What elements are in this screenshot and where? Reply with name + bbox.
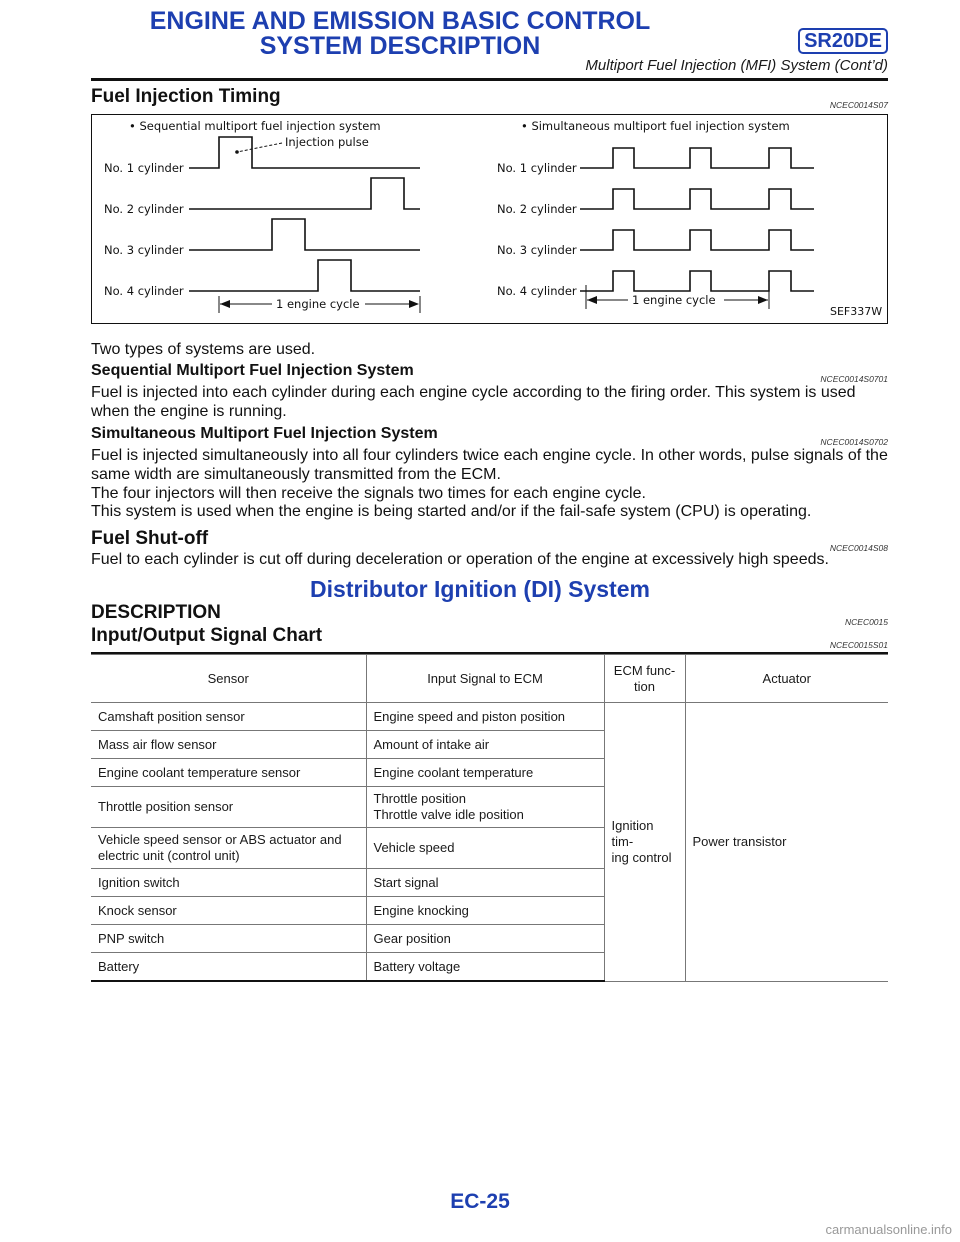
input-cell: Engine coolant temperature [366, 759, 604, 787]
right-panel-title: • Simultaneous multiport fuel injection system [521, 119, 790, 133]
sensor-cell: Vehicle speed sensor or ABS actuator and electric unit (control unit) [91, 828, 366, 869]
left-cyl-3-wave [189, 219, 420, 250]
code-sequential: NCEC0014S0701 [820, 374, 888, 384]
text-simultaneous-2: The four injectors will then receive the signals two times for each engine cycle. [91, 485, 646, 502]
section-heading-timing: Fuel Injection Timing [91, 86, 281, 107]
input-cell: Vehicle speed [366, 828, 604, 869]
left-cyl-3-label: No. 3 cylinder [104, 243, 184, 257]
text-shutoff: Fuel to each cylinder is cut off during deceleration or operation of the engine at excessively high speeds. [91, 551, 829, 568]
model-badge: SR20DE [798, 28, 888, 54]
input-cell: Gear position [366, 925, 604, 953]
right-cycle-arrow-start [587, 296, 597, 304]
text-simultaneous-3: This system is used when the engine is being started and/or if the fail-safe system (CPU) is operating. [91, 503, 812, 520]
left-panel-title: • Sequential multiport fuel injection system [129, 119, 381, 133]
pulse-leader-dot [235, 150, 239, 154]
header-title-line2: SYSTEM DESCRIPTION [259, 32, 541, 60]
sensor-cell: PNP switch [91, 925, 366, 953]
right-cyl-2-label: No. 2 cylinder [497, 202, 577, 216]
right-cycle-label: 1 engine cycle [632, 293, 716, 307]
sensor-cell: Knock sensor [91, 897, 366, 925]
heading-io-chart: Input/Output Signal Chart [91, 625, 323, 646]
code-io-chart: NCEC0015S01 [829, 640, 888, 650]
left-cycle-label: 1 engine cycle [276, 297, 360, 311]
right-cyl-3-label: No. 3 cylinder [497, 243, 577, 257]
input-cell: Engine speed and piston position [366, 703, 604, 731]
left-cyl-1-label: No. 1 cylinder [104, 161, 184, 175]
figure-id: SEF337W [830, 305, 883, 318]
input-cell: Start signal [366, 869, 604, 897]
sensor-cell: Mass air flow sensor [91, 731, 366, 759]
right-cycle-arrow-end [758, 296, 768, 304]
io-signal-table [91, 654, 888, 982]
sensor-cell: Camshaft position sensor [91, 703, 366, 731]
header-title-line1: ENGINE AND EMISSION BASIC CONTROL [149, 7, 651, 35]
ecm-function-cell: Ignition tim- ing control [604, 703, 685, 982]
header-rule [91, 78, 888, 81]
input-cell: Throttle position Throttle valve idle position [366, 787, 604, 828]
code-simultaneous: NCEC0014S0702 [820, 437, 888, 447]
table-row [91, 703, 888, 731]
actuator-cell: Power transistor [685, 703, 888, 982]
text-sequential: Fuel is injected into each cylinder during each engine cycle according to the firing order. This system is used when the engine is running. [91, 384, 856, 420]
intro-text: Two types of systems are used. [91, 341, 316, 358]
page-number: EC-25 [450, 1190, 510, 1213]
pulse-leader-line [237, 143, 282, 152]
right-cyl-1-label: No. 1 cylinder [497, 161, 577, 175]
left-cycle-arrow-end [409, 300, 419, 308]
input-cell: Engine knocking [366, 897, 604, 925]
injection-pulse-label: Injection pulse [285, 135, 369, 149]
heading-sequential: Sequential Multiport Fuel Injection System [91, 362, 414, 379]
right-cyl-2-wave [580, 189, 814, 209]
watermark-link[interactable]: carmanualsonline.info [825, 1222, 952, 1237]
col-header-sensor: Sensor [91, 655, 366, 703]
header-subtitle: Multiport Fuel Injection (MFI) System (Cont’d) [585, 57, 888, 74]
left-cyl-2-wave [189, 178, 420, 209]
code-shutoff: NCEC0014S08 [829, 543, 888, 553]
text-simultaneous-1: Fuel is injected simultaneously into all four cylinders twice each engine cycle. In other words, pulse signals of the same width are simultaneously transmitted from the ECM. [91, 447, 888, 483]
code-description: NCEC0015 [845, 617, 888, 627]
input-cell: Battery voltage [366, 953, 604, 982]
heading-description: DESCRIPTION [91, 602, 221, 623]
right-cyl-4-label: No. 4 cylinder [497, 284, 577, 298]
sensor-cell: Battery [91, 953, 366, 982]
left-cycle-arrow-start [220, 300, 230, 308]
right-cyl-3-wave [580, 230, 814, 250]
sensor-cell: Engine coolant temperature sensor [91, 759, 366, 787]
injection-timing-figure [91, 114, 888, 324]
col-header-ecm: ECM func- tion [604, 655, 685, 703]
di-system-title: Distributor Ignition (DI) System [310, 576, 650, 602]
input-cell: Amount of intake air [366, 731, 604, 759]
right-cyl-1-wave [580, 148, 814, 168]
right-cyl-4-wave [580, 271, 814, 291]
sensor-cell: Ignition switch [91, 869, 366, 897]
sensor-cell: Throttle position sensor [91, 787, 366, 828]
left-cyl-2-label: No. 2 cylinder [104, 202, 184, 216]
heading-simultaneous: Simultaneous Multiport Fuel Injection System [91, 425, 438, 442]
col-header-input: Input Signal to ECM [366, 655, 604, 703]
heading-shutoff: Fuel Shut-off [91, 528, 209, 549]
left-cyl-4-wave [189, 260, 420, 291]
section-code-timing: NCEC0014S07 [829, 100, 888, 110]
col-header-actuator: Actuator [685, 655, 888, 703]
left-cyl-4-label: No. 4 cylinder [104, 284, 184, 298]
